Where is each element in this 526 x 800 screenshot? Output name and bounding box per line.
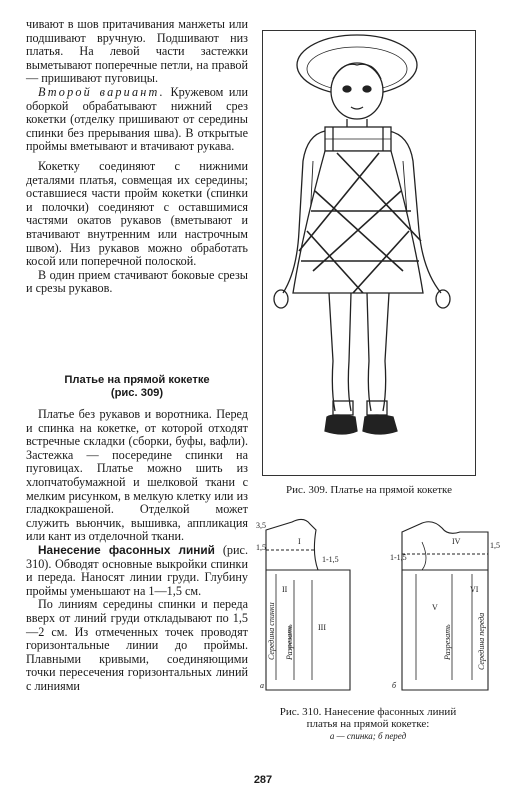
- pattern-label: Разрезать: [443, 624, 452, 660]
- paragraph: чивают в шов притачивания манжеты или подшивают вручную. Подшивают низ платья. На левой части застежки выметывают поперечные петли, на правой — пришивают пуговицы.: [26, 17, 248, 86]
- part-label: I: [298, 537, 301, 546]
- section-text: [26, 408, 248, 693]
- pattern-label: Разрезать: [285, 624, 294, 660]
- pattern-drawings-figure-310: [252, 510, 504, 702]
- subsection-title: Нанесение фасонных линий: [38, 542, 215, 557]
- paragraph: Платье без рукавов и воротника. Перед и спинка на кокетке, от которой отходят встречные складки (сборки, буфы, вафли). Застежка — посередине спинки на пуговицах. Платье можно шить из хлопчатобумажной и шелковой ткани с мелким рисунком, в мелкую клетку или из гладкокрашеной. Отделкой может служить вьюнчик, вышивка, аппликация или кант из отделочной ткани.: [26, 407, 248, 544]
- figure-310-caption-text: Рис. 310. Нанесение фасонных линий платья на прямой кокетке:: [279, 706, 457, 730]
- figure-309-caption: Рис. 309. Платье на прямой кокетке: [286, 484, 452, 496]
- measure-label: 1-1,5: [322, 555, 339, 564]
- paragraph: [26, 86, 248, 154]
- measure-label: 1-1,5: [390, 553, 407, 562]
- measure-label: 3,5: [256, 521, 266, 530]
- variant-label: Второй вариант.: [38, 84, 165, 99]
- figure-309-frame: [262, 30, 476, 476]
- measure-label: 1,5: [256, 543, 266, 552]
- part-label: VI: [470, 585, 479, 594]
- section-heading: [26, 374, 248, 400]
- page-number: 287: [253, 774, 273, 786]
- paragraph-text: Кружевом или оборкой обрабатывают нижний срез кокетки (отделку пришивают от середины спинки без прерывания шва). В открытые проймы вметывают и втачивают рукава.: [26, 84, 248, 154]
- panel-label: б: [392, 681, 397, 690]
- girl-dress-illustration: [263, 31, 475, 475]
- paragraph: [26, 544, 248, 598]
- part-label: II: [282, 585, 288, 594]
- paragraph: По линиям середины спинки и переда вверх от линий груди откладывают по 1,5—2 см. Из отмеченных точек проводят горизонтальные линии до проймы. Плавными кривыми, соединяющими точки пересечения горизонтальных линий с линиями: [26, 597, 248, 693]
- paragraph-text: (рис. 310). Обводят основные выкройки спинки и переда. Наносят линии груди. Глубину проймы уменьшают на 1—1,5 см.: [26, 542, 248, 598]
- part-label: IV: [452, 537, 461, 546]
- part-label: V: [432, 603, 438, 612]
- panel-label: а: [260, 681, 264, 690]
- paragraph: В один прием стачивают боковые срезы и срезы рукавов.: [26, 267, 248, 296]
- pattern-label: Середина спинки: [267, 602, 276, 660]
- left-column-text: [26, 18, 248, 296]
- pattern-label: Середина переда: [477, 612, 486, 670]
- section-heading-line1: Платье на прямой кокетке: [64, 374, 210, 386]
- figure-310-caption-sub: а — спинка; б перед: [329, 731, 407, 741]
- figure-310-caption: [268, 706, 468, 742]
- part-label: III: [318, 623, 326, 632]
- measure-label: 1,5: [490, 541, 500, 550]
- paragraph: Кокетку соединяют с нижними деталями платья, совмещая их середины; оставшиеся части пройм кокетки (спинки и полочки) соединяют с оставшимися частями окатов рукавов (вметывают и втачивают внутренним или настрочным швом). Низ рукавов можно обработать косой или поперечной полоской.: [26, 158, 248, 269]
- section-heading-line2: (рис. 309): [110, 387, 164, 399]
